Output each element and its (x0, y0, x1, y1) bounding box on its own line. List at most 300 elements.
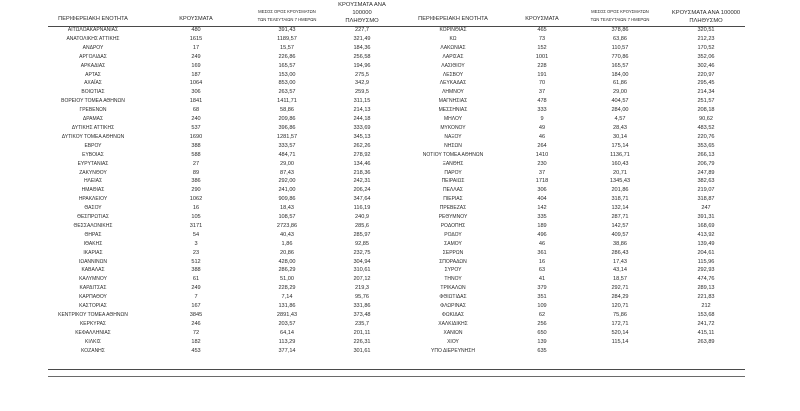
cell-avg7: 58,86 (280, 107, 294, 114)
cell-avg7: 226,86 (278, 53, 296, 60)
cell-avg7: 396,86 (278, 124, 296, 131)
header-per100k (328, 1, 396, 25)
cell-per100k: 134,46 (353, 160, 371, 167)
cell-per100k: 292,93 (697, 267, 715, 274)
cell-per100k: 302,46 (697, 62, 715, 69)
cell-region: ΚΕΝΤΡΙΚΟΥ ΤΟΜΕΑ ΑΘΗΝΩΝ (58, 312, 128, 318)
cell-region: ΜΗΛΟΥ (443, 116, 463, 123)
cell-avg7: 142,57 (611, 222, 629, 229)
cell-cases: 1718 (535, 178, 549, 185)
cell-cases: 109 (537, 303, 547, 310)
cell-per100k: 295,45 (697, 80, 715, 87)
cell-per100k: 301,61 (353, 347, 371, 354)
cell-avg7: 40,43 (280, 231, 294, 238)
cell-region: ΚΩ (449, 35, 457, 42)
cell-avg7: 113,29 (278, 338, 296, 345)
cell-cases: 68 (192, 107, 200, 114)
cell-per100k: 263,89 (697, 338, 715, 345)
cell-per100k: 259,5 (355, 89, 369, 96)
cell-avg7: 43,14 (613, 267, 627, 274)
cell-avg7: 64,14 (280, 329, 294, 336)
cell-avg7: 391,43 (278, 27, 296, 33)
cell-region: ΑΙΤΩΛΟΑΚΑΡΝΑΝΙΑΣ (67, 27, 119, 33)
cell-per100k: 204,61 (697, 249, 715, 256)
cell-cases: 635 (537, 347, 547, 354)
cell-per100k: 219,3 (355, 285, 369, 292)
cell-cases: 388 (191, 267, 201, 274)
cell-region: ΔΡΑΜΑΣ (82, 116, 104, 123)
cell-cases: 105 (191, 214, 201, 221)
cell-per100k: 235,7 (355, 320, 369, 327)
cell-avg7: 17,43 (613, 258, 627, 265)
cell-region: ΑΡΓΟΛΙΔΑΣ (79, 53, 107, 60)
cell-region: ΧΑΝΙΩΝ (443, 329, 463, 336)
cell-per100k: 226,31 (353, 338, 371, 345)
cell-per100k: 212 (701, 303, 711, 310)
cell-cases: 249 (191, 53, 201, 60)
cell-cases: 512 (191, 258, 201, 265)
cell-avg7: 132,14 (611, 205, 629, 212)
cell-region: ΝΟΤΙΟΥ ΤΟΜΕΑ ΑΘΗΝΩΝ (422, 151, 484, 158)
cell-region: ΤΗΝΟΥ (444, 276, 462, 283)
cell-per100k: 232,75 (353, 249, 371, 256)
cell-cases: 3 (194, 240, 198, 247)
cell-region: ΗΛΕΙΑΣ (83, 178, 103, 185)
cell-region: ΗΜΑΘΙΑΣ (81, 187, 105, 194)
cell-cases: 230 (537, 160, 547, 167)
cell-per100k: 206,79 (697, 160, 715, 167)
cell-region: ΠΙΕΡΙΑΣ (443, 196, 463, 203)
cell-region: ΗΡΑΚΛΕΙΟΥ (78, 196, 108, 203)
cell-avg7: 404,57 (611, 98, 629, 105)
cell-avg7: 1136,71 (610, 151, 630, 158)
cell-per100k: 92,85 (355, 240, 369, 247)
cell-region: ΘΗΡΑΣ (84, 231, 102, 238)
cell-region: ΡΟΔΟΠΗΣ (440, 222, 466, 229)
cell-region: ΚΑΡΠΑΘΟΥ (79, 294, 107, 301)
cell-avg7: 38,86 (613, 240, 627, 247)
cell-region: ΕΥΡΥΤΑΝΙΑΣ (77, 160, 109, 167)
cell-cases: 478 (537, 98, 547, 105)
cell-per100k: 342,9 (355, 80, 369, 87)
cell-avg7: 15,57 (280, 44, 294, 51)
cell-cases: 1690 (189, 133, 203, 140)
cell-cases: 1062 (189, 196, 203, 203)
cell-avg7: 30,14 (613, 133, 627, 140)
cell-cases: 404 (537, 196, 547, 203)
cell-cases: 7 (194, 294, 198, 301)
cell-cases: 1615 (189, 35, 203, 42)
cell-region: ΘΕΣΣΑΛΟΝΙΚΗΣ (73, 222, 113, 229)
cell-avg7: 61,86 (613, 80, 627, 87)
cell-cases: 388 (191, 142, 201, 149)
cell-cases: 379 (537, 285, 547, 292)
cell-per100k: 304,94 (353, 258, 371, 265)
cell-cases: 249 (191, 285, 201, 292)
cell-cases: 16 (538, 258, 546, 265)
cell-per100k: 90,62 (699, 116, 713, 123)
cell-cases: 361 (537, 249, 547, 256)
header-cases: ΚΡΟΥΣΜΑΤΑ (525, 16, 559, 22)
cell-region: ΠΑΡΟΥ (444, 169, 462, 176)
header-per100k-line2: ΠΛΗΘΥΣΜΟ (689, 18, 723, 24)
cell-per100k: 310,61 (353, 267, 371, 274)
header-avg7-line2: ΤΩΝ ΤΕΛΕΥΤΑΙΩΝ 7 ΗΜΕΡΩΝ (590, 17, 650, 22)
table-bottom-rule (48, 369, 745, 370)
cell-per100k: 214,34 (697, 89, 715, 96)
cell-avg7: 770,86 (611, 53, 629, 60)
cell-region: ΝΗΣΩΝ (444, 142, 462, 149)
cell-region: ΖΑΚΥΝΘΟΥ (79, 169, 107, 176)
cell-avg7: 484,71 (278, 151, 296, 158)
cell-region: ΣΑΜΟΥ (444, 240, 462, 247)
cell-per100k: 206,24 (353, 187, 371, 194)
cell-per100k: 311,15 (353, 98, 371, 105)
cell-avg7: 1189,57 (277, 35, 297, 42)
cell-per100k: 219,07 (697, 187, 715, 194)
cell-cases: 37 (538, 89, 546, 96)
cell-per100k: 139,49 (697, 240, 715, 247)
cell-avg7: 853,00 (278, 80, 296, 87)
cell-avg7: 377,14 (278, 347, 296, 354)
cell-per100k: 331,86 (353, 303, 371, 310)
cell-per100k: 153,68 (697, 312, 715, 318)
cell-region: ΚΑΡΔΙΤΣΑΣ (79, 285, 107, 292)
cell-cases: 306 (537, 187, 547, 194)
cell-per100k: 207,12 (353, 276, 371, 283)
table-footer-rule (48, 376, 745, 377)
cell-cases: 139 (537, 338, 547, 345)
cell-cases: 264 (537, 142, 547, 149)
cell-per100k: 474,76 (697, 276, 715, 283)
cell-avg7: 1411,71 (277, 98, 297, 105)
cell-per100k: 115,96 (697, 258, 715, 265)
cell-cases: 152 (537, 44, 547, 51)
cell-per100k: 241,72 (697, 320, 715, 327)
cell-region: ΚΕΦΑΛΛΗΝΙΑΣ (75, 329, 111, 336)
cell-region: ΠΡΕΒΕΖΑΣ (439, 205, 467, 212)
cell-cases: 480 (191, 27, 201, 33)
cell-cases: 72 (192, 329, 200, 336)
cell-cases: 3845 (189, 312, 203, 318)
cell-avg7: 172,71 (611, 320, 629, 327)
cell-region: ΚΙΛΚΙΣ (85, 338, 101, 345)
cell-region: ΣΠΟΡΑΔΩΝ (439, 258, 467, 265)
cell-region: ΤΡΙΚΑΛΩΝ (440, 285, 466, 292)
cell-cases: 142 (537, 205, 547, 212)
cell-region: ΛΑΣΙΘΙΟΥ (441, 62, 465, 69)
cell-avg7: 28,43 (613, 124, 627, 131)
cell-cases: 351 (537, 294, 547, 301)
cell-cases: 9 (540, 116, 544, 123)
cell-avg7: 115,14 (611, 338, 629, 345)
cell-per100k: 116,19 (353, 205, 371, 212)
cell-region: ΑΡΤΑΣ (85, 71, 101, 78)
cell-cases: 306 (191, 89, 201, 96)
cell-cases: 187 (191, 71, 201, 78)
cell-per100k: 212,23 (697, 35, 715, 42)
cell-cases: 89 (192, 169, 200, 176)
header-avg7-line2: ΤΩΝ ΤΕΛΕΥΤΑΙΩΝ 7 ΗΜΕΡΩΝ (257, 17, 317, 22)
cell-region: ΦΘΙΩΤΙΔΑΣ (439, 294, 467, 301)
cell-per100k: 214,13 (353, 107, 371, 114)
cell-avg7: 63,86 (613, 35, 627, 42)
cell-region: ΥΠΟ ΔΙΕΡΕΥΝΗΣΗ (431, 347, 475, 354)
cell-avg7: 201,86 (611, 187, 629, 194)
cell-cases: 650 (537, 329, 547, 336)
cell-avg7: 2723,86 (276, 222, 298, 229)
cell-avg7: 153,00 (278, 71, 296, 78)
cell-avg7: 287,71 (611, 214, 629, 221)
cell-cases: 46 (538, 133, 546, 140)
cell-per100k: 413,92 (697, 231, 715, 238)
cell-avg7: 75,86 (613, 312, 627, 318)
cell-region: ΕΥΒΟΙΑΣ (82, 151, 104, 158)
cell-region: ΠΕΙΡΑΙΩΣ (441, 178, 465, 185)
header-avg7-line1: ΜΕΣΟΣ ΟΡΟΣ ΚΡΟΥΣΜΑΤΩΝ (591, 9, 649, 14)
cell-cases: 537 (191, 124, 201, 131)
cell-per100k: 247 (701, 205, 711, 212)
cell-per100k: 285,6 (355, 222, 369, 229)
cell-region: ΑΝΔΡΟΥ (82, 44, 104, 51)
cell-avg7: 333,57 (278, 142, 296, 149)
cell-cases: 37 (538, 169, 546, 176)
header-region: ΠΕΡΙΦΕΡΕΙΑΚΗ ΕΝΟΤΗΤΑ (418, 16, 488, 22)
cell-per100k: 415,11 (697, 329, 715, 336)
cell-cases: 228 (537, 62, 547, 69)
cell-cases: 496 (537, 231, 547, 238)
cell-region: ΧΑΛΚΙΔΙΚΗΣ (438, 320, 468, 327)
cell-per100k: 347,64 (353, 196, 371, 203)
cell-per100k: 352,06 (697, 53, 715, 60)
cell-region: ΓΡΕΒΕΝΩΝ (79, 107, 107, 114)
cell-cases: 70 (538, 80, 546, 87)
header-region: ΠΕΡΙΦΕΡΕΙΑΚΗ ΕΝΟΤΗΤΑ (58, 16, 128, 22)
cell-cases: 3171 (189, 222, 203, 229)
cell-region: ΠΕΛΛΑΣ (442, 187, 464, 194)
cell-per100k: 266,13 (697, 151, 715, 158)
cell-region: ΞΑΝΘΗΣ (442, 160, 464, 167)
cell-per100k: 220,97 (697, 71, 715, 78)
cell-avg7: 7,14 (281, 294, 293, 301)
cell-avg7: 29,00 (280, 160, 294, 167)
cell-per100k: 194,96 (353, 62, 371, 69)
cell-per100k: 320,51 (697, 27, 715, 33)
cell-cases: 17 (192, 44, 200, 51)
cell-cases: 191 (537, 71, 547, 78)
cell-avg7: 18,43 (280, 205, 294, 212)
cell-region: ΚΕΡΚΥΡΑΣ (79, 320, 107, 327)
cell-avg7: 286,43 (611, 249, 629, 256)
cell-per100k: 184,36 (353, 44, 371, 51)
cell-per100k: 289,13 (697, 285, 715, 292)
header-cases: ΚΡΟΥΣΜΑΤΑ (179, 16, 213, 22)
cell-region: ΒΟΡΕΙΟΥ ΤΟΜΕΑ ΑΘΗΝΩΝ (61, 98, 125, 105)
cell-cases: 246 (191, 320, 201, 327)
cell-per100k: 240,9 (355, 214, 369, 221)
cell-per100k: 95,76 (355, 294, 369, 301)
cell-region: ΦΛΩΡΙΝΑΣ (440, 303, 466, 310)
cell-cases: 49 (538, 124, 546, 131)
cell-region: ΒΟΙΩΤΙΑΣ (81, 89, 105, 96)
header-per100k-line1: ΚΡΟΥΣΜΑΤΑ ΑΝΑ 100000 (671, 10, 741, 16)
cell-region: ΧΙΟΥ (447, 338, 459, 345)
cell-cases: 333 (537, 107, 547, 114)
cell-region: ΑΧΑΪΑΣ (84, 80, 102, 87)
cell-cases: 1001 (535, 53, 549, 60)
cell-per100k: 333,69 (353, 124, 371, 131)
cell-avg7: 241,00 (278, 187, 296, 194)
cell-region: ΜΑΓΝΗΣΙΑΣ (438, 98, 468, 105)
header-per100k-line2: ΠΛΗΘΥΣΜΟ (345, 18, 379, 24)
cell-region: ΚΟΖΑΝΗΣ (81, 347, 105, 354)
cell-region: ΛΑΡΙΣΑΣ (442, 53, 464, 60)
cell-avg7: 165,57 (611, 62, 629, 69)
cell-avg7: 1345,43 (609, 178, 631, 185)
cell-avg7: 286,29 (278, 267, 296, 274)
header-per100k-line1: ΚΡΟΥΣΜΑΤΑ ΑΝΑ 100000 (338, 2, 386, 16)
cell-region: ΔΥΤΙΚΗΣ ΑΤΤΙΚΗΣ (71, 124, 115, 131)
cell-cases: 46 (538, 240, 546, 247)
cell-per100k: 321,49 (353, 35, 371, 42)
cell-cases: 27 (192, 160, 200, 167)
cell-avg7: 165,57 (278, 62, 296, 69)
cell-region: ΦΩΚΙΔΑΣ (441, 312, 465, 318)
cell-region: ΙΘΑΚΗΣ (83, 240, 103, 247)
cell-avg7: 520,14 (611, 329, 629, 336)
header-per100k (670, 9, 742, 25)
cell-region: ΚΑΣΤΟΡΙΑΣ (79, 303, 107, 310)
cell-region: ΣΕΡΡΩΝ (442, 249, 464, 256)
header-avg7-line1: ΜΕΣΟΣ ΟΡΟΣ ΚΡΟΥΣΜΑΤΩΝ (258, 9, 316, 14)
cell-avg7: 1,86 (281, 240, 293, 247)
cell-per100k: 220,76 (697, 133, 715, 140)
cell-region: ΚΑΒΑΛΑΣ (81, 267, 105, 274)
cell-per100k: 275,5 (355, 71, 369, 78)
cell-avg7: 110,57 (611, 44, 629, 51)
cell-cases: 1410 (535, 151, 549, 158)
cell-cases: 453 (191, 347, 201, 354)
cell-region: ΡΟΔΟΥ (444, 231, 462, 238)
cell-region: ΚΟΡΙΝΘΙΑΣ (439, 27, 467, 33)
cell-per100k: 168,69 (697, 222, 715, 229)
cell-cases: 167 (191, 303, 201, 310)
cell-avg7: 29,00 (613, 89, 627, 96)
cell-avg7: 51,00 (280, 276, 294, 283)
cell-cases: 189 (537, 222, 547, 229)
cell-avg7: 318,71 (611, 196, 629, 203)
cell-region: ΛΕΣΒΟΥ (442, 71, 464, 78)
cell-avg7: 184,00 (611, 71, 629, 78)
cell-avg7: 18,57 (613, 276, 627, 283)
cell-avg7: 228,29 (278, 285, 296, 292)
cell-cases: 62 (538, 312, 546, 318)
cell-per100k: 201,11 (353, 329, 371, 336)
cell-region: ΙΚΑΡΙΑΣ (83, 249, 103, 256)
cell-region: ΕΒΡΟΥ (84, 142, 102, 149)
cell-avg7: 1281,57 (276, 133, 298, 140)
cell-per100k: 208,18 (697, 107, 715, 114)
cell-avg7: 20,71 (613, 169, 627, 176)
cell-region: ΑΝΑΤΟΛΙΚΗΣ ΑΤΤΙΚΗΣ (66, 35, 120, 42)
cell-region: ΙΩΑΝΝΙΝΩΝ (78, 258, 108, 265)
cell-region: ΜΕΣΣΗΝΙΑΣ (438, 107, 468, 114)
cell-per100k: 373,48 (353, 312, 371, 318)
header-avg7 (578, 8, 662, 24)
cell-per100k: 170,52 (697, 44, 715, 51)
cell-region: ΛΗΜΝΟΥ (442, 89, 464, 96)
cell-region: ΚΑΛΥΜΝΟΥ (79, 276, 107, 283)
cell-avg7: 292,00 (278, 178, 296, 185)
cell-cases: 63 (538, 267, 546, 274)
cell-avg7: 292,71 (611, 285, 629, 292)
cell-avg7: 378,86 (611, 27, 629, 33)
cell-per100k: 262,26 (353, 142, 371, 149)
cell-region: ΣΥΡΟΥ (444, 267, 462, 274)
cell-per100k: 227,7 (355, 27, 369, 33)
cell-avg7: 203,57 (278, 320, 296, 327)
cell-per100k: 218,36 (353, 169, 371, 176)
cell-avg7: 284,00 (611, 107, 629, 114)
cell-per100k: 278,92 (353, 151, 371, 158)
cell-per100k: 318,87 (697, 196, 715, 203)
cell-per100k: 221,83 (697, 294, 715, 301)
cell-avg7: 284,29 (611, 294, 629, 301)
cell-avg7: 87,43 (280, 169, 294, 176)
cell-cases: 386 (191, 178, 201, 185)
cell-per100k: 285,97 (353, 231, 371, 238)
header-avg7 (244, 8, 330, 24)
cell-avg7: 175,14 (611, 142, 629, 149)
cell-avg7: 120,71 (611, 303, 629, 310)
cell-cases: 335 (537, 214, 547, 221)
cell-region: ΑΡΚΑΔΙΑΣ (80, 62, 106, 69)
cell-region: ΛΑΚΩΝΙΑΣ (440, 44, 466, 51)
cell-cases: 1841 (189, 98, 203, 105)
cell-per100k: 251,57 (697, 98, 715, 105)
header-divider (48, 26, 745, 27)
cell-region: ΡΕΘΥΜΝΟΥ (438, 214, 468, 221)
cell-avg7: 2891,43 (276, 312, 298, 318)
cell-avg7: 20,86 (280, 249, 294, 256)
cell-avg7: 4,57 (614, 116, 626, 123)
cell-avg7: 909,86 (278, 196, 296, 203)
cell-region: ΛΕΥΚΑΔΑΣ (439, 80, 467, 87)
cell-avg7: 428,00 (278, 258, 296, 265)
cell-per100k: 244,18 (353, 116, 371, 123)
cell-avg7: 108,57 (278, 214, 296, 221)
cell-per100k: 345,13 (353, 133, 371, 140)
cell-region: ΘΑΣΟΥ (84, 205, 102, 212)
cell-cases: 240 (191, 116, 201, 123)
cell-per100k: 483,52 (697, 124, 715, 131)
cell-cases: 182 (191, 338, 201, 345)
cell-cases: 16 (192, 205, 200, 212)
cell-cases: 23 (192, 249, 200, 256)
cell-per100k: 242,31 (353, 178, 371, 185)
cell-cases: 256 (537, 320, 547, 327)
cell-region: ΔΥΤΙΚΟΥ ΤΟΜΕΑ ΑΘΗΝΩΝ (61, 133, 125, 140)
cell-cases: 54 (192, 231, 200, 238)
cell-cases: 41 (538, 276, 546, 283)
cell-cases: 169 (191, 62, 201, 69)
cell-cases: 588 (191, 151, 201, 158)
cell-region: ΜΥΚΟΝΟΥ (440, 124, 466, 131)
cell-per100k: 353,65 (697, 142, 715, 149)
cell-avg7: 409,57 (611, 231, 629, 238)
cell-region: ΘΕΣΠΡΩΤΙΑΣ (77, 214, 109, 221)
cell-avg7: 209,86 (278, 116, 296, 123)
